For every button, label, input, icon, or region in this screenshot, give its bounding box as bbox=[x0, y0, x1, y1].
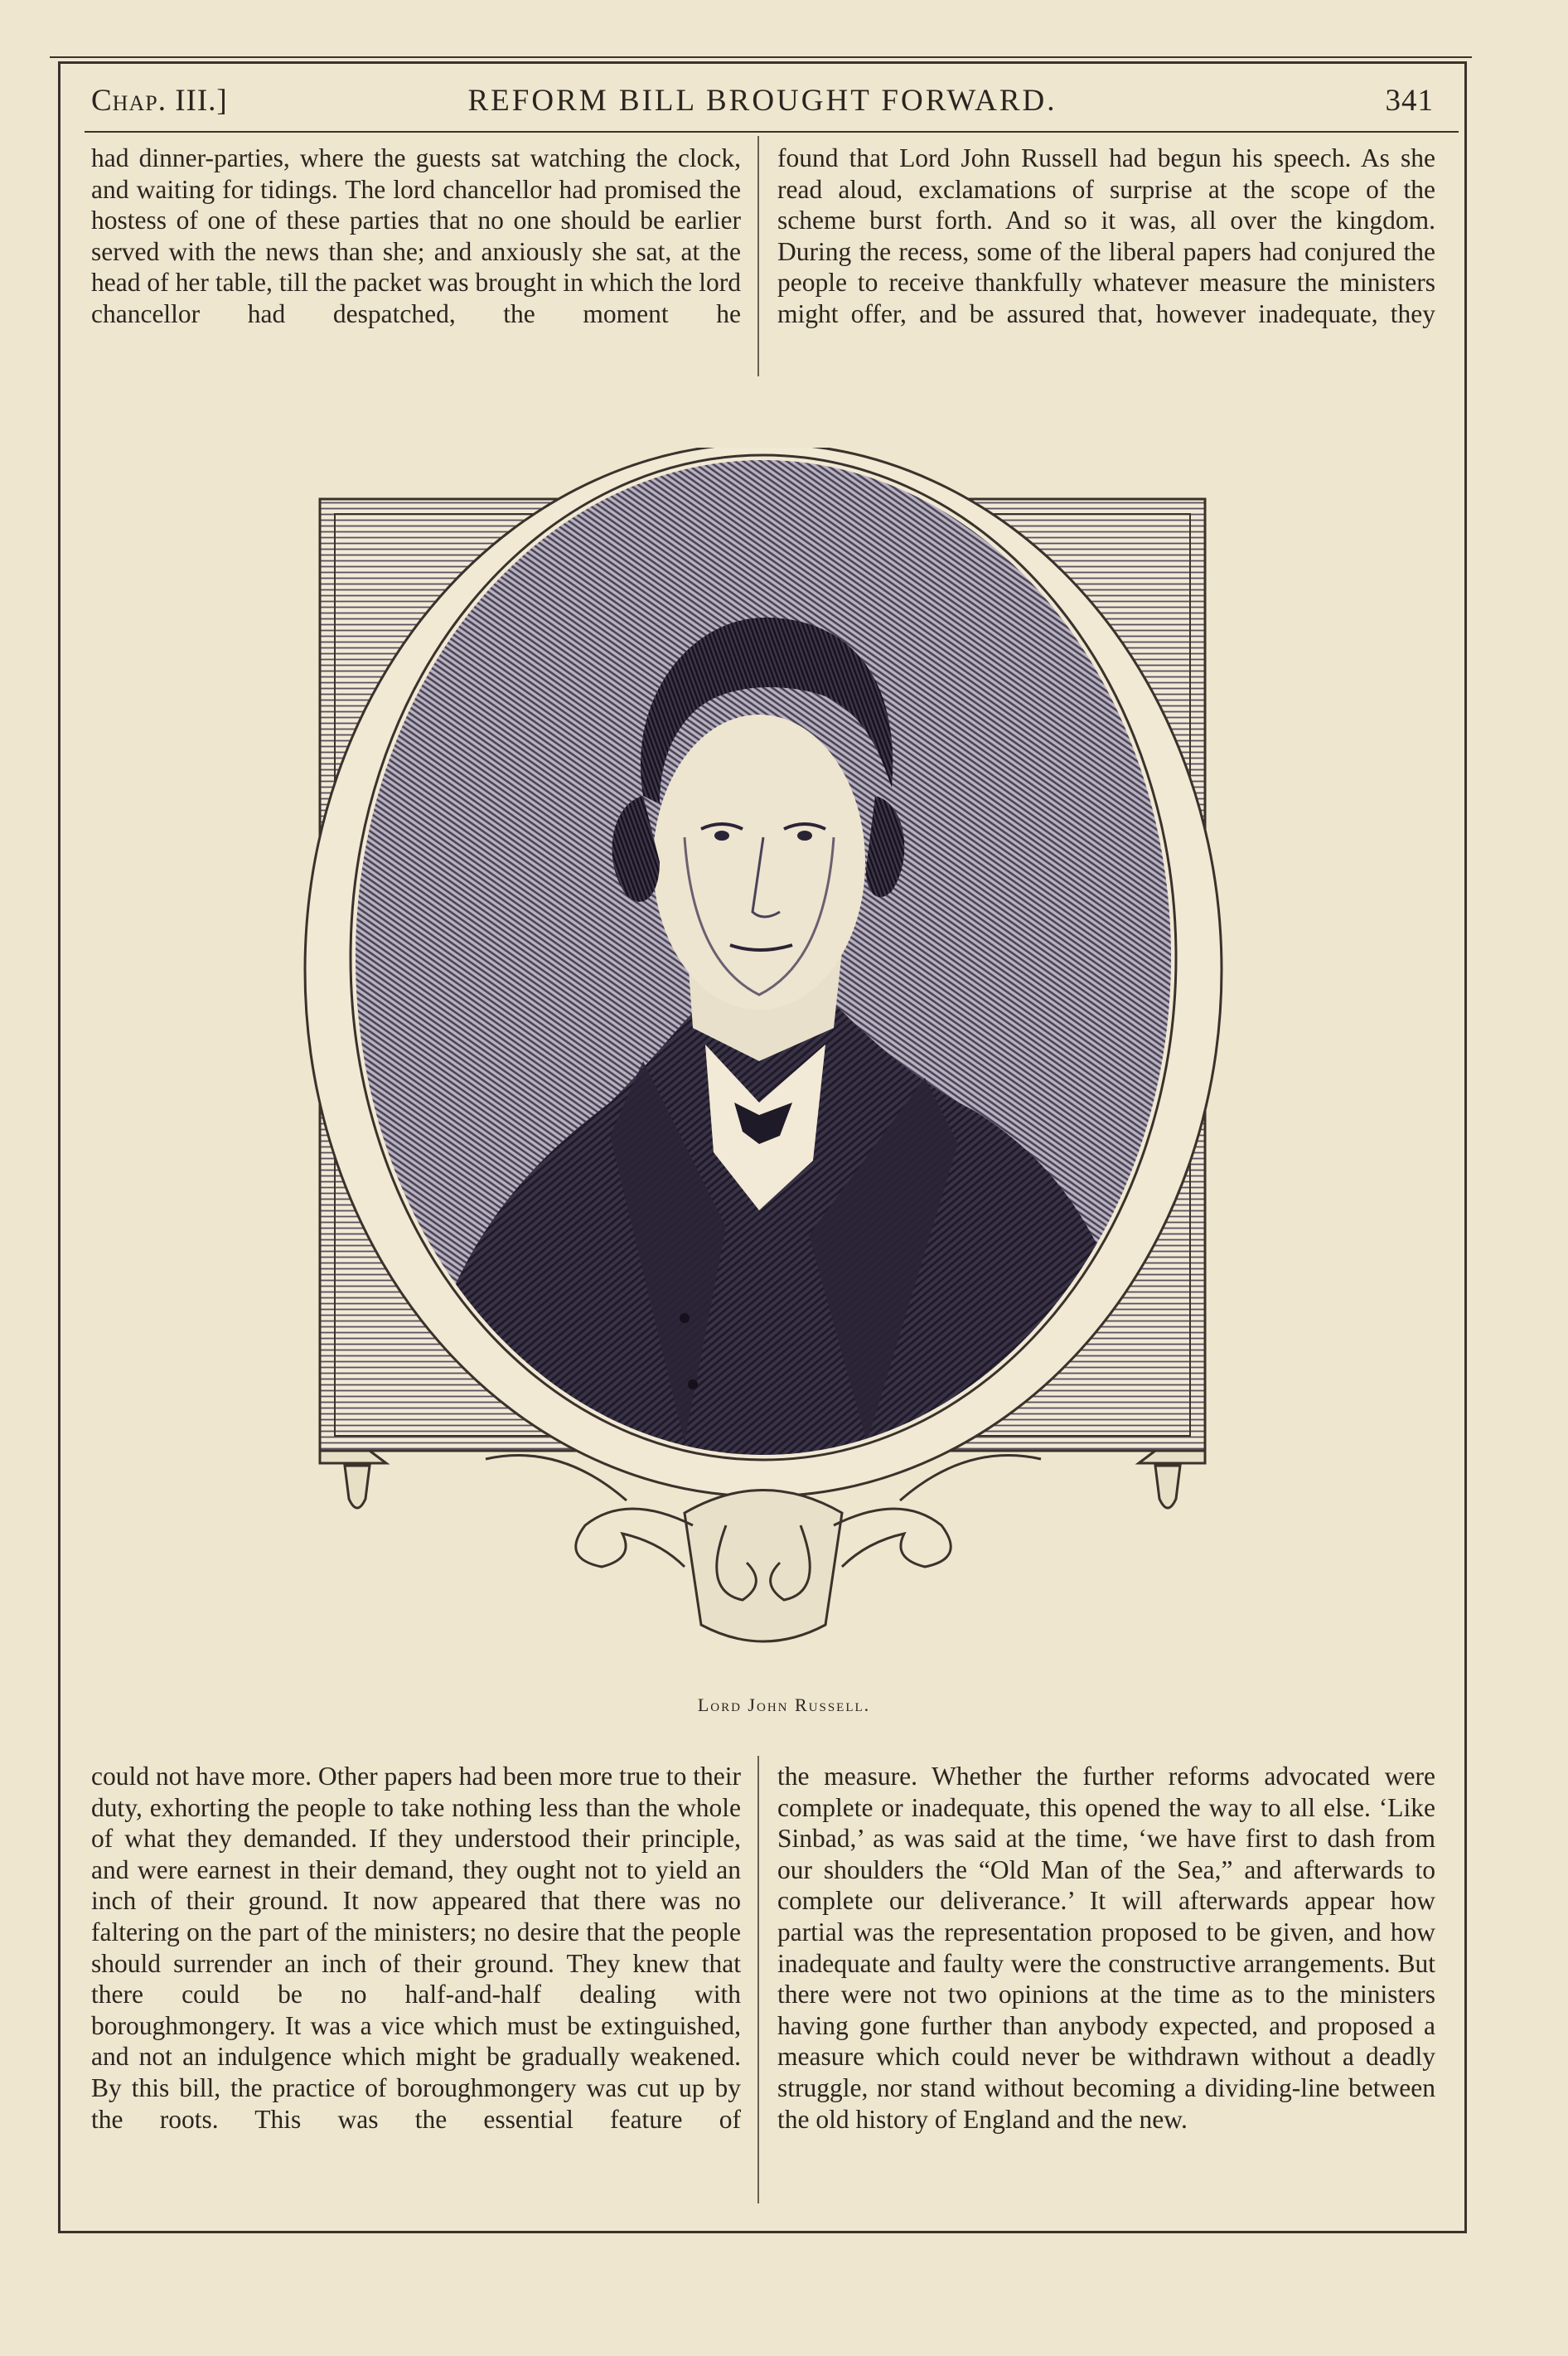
top-rule bbox=[50, 56, 1472, 58]
paragraph: had dinner-parties, where the guests sat watching the clock, and waiting for tidings. The lord chancellor had promised the hostess of one of these parties that no one should be earlier served with the news than she; and anxiously she sat, at the head of her table, till the packet was brought in which the lord chancellor had despatched, the moment he bbox=[91, 143, 741, 328]
paragraph: found that Lord John Russell had begun his speech. As she read aloud, exclamations of surprise at the scope of the scheme burst forth. And so it was, all over the kingdom. During the recess, some of the liberal papers had conjured the people to receive thankfully whatever measure the ministers might offer, and be assured that, however inadequate, they bbox=[777, 143, 1435, 328]
paragraph: could not have more. Other papers had been more true to their duty, exhorting the people to take nothing less than the whole of what they demanded. If they understood their principle, and were earnest in their demand, they ought not to yield an inch of their ground. It now appeared that there was no faltering on the part of the ministers; no desire that the people should surrender an inch of their ground. They knew that there could be no half-and-half dealing with boroughmongery. It was a vice which must be extinguished, and not an indulgence which might be gradually weakened. By this bill, the practice of boroughmongery was cut up by the roots. This was the essential feature of bbox=[91, 1762, 741, 2134]
text-column-right-top bbox=[777, 143, 1435, 330]
running-title: REFORM BILL BROUGHT FORWARD. bbox=[467, 84, 1057, 118]
text-column-left-bottom bbox=[91, 1761, 741, 2135]
paragraph: the measure. Whether the further reforms advocated were complete or inadequate, this opened the way to all else. ‘Like Sinbad,’ as was said at the time, ‘we have first to dash from our shoulders the “Old Man of the Sea,” and afterwards to complete our deliverance.’ It will afterwards appear how partial was the representation proposed to be given, and how inadequate and faulty were the constructive arrangements. But there were not two opinions at the time as to the ministers having gone further than anybody expected, and proposed a measure which could never be withdrawn without a deadly struggle, nor stand without becoming a dividing-line between the old history of England and the new. bbox=[777, 1762, 1435, 2134]
text-column-left-top bbox=[91, 143, 741, 330]
column-divider-bottom bbox=[757, 1756, 759, 2203]
portrait-plate bbox=[295, 448, 1232, 1658]
page-number: 341 bbox=[1385, 84, 1434, 118]
text-column-right-bottom bbox=[777, 1761, 1435, 2135]
chapter-label: Chap. III.] bbox=[91, 84, 228, 118]
column-divider-top bbox=[757, 136, 759, 376]
plate-caption: Lord John Russell. bbox=[697, 1694, 871, 1715]
running-header bbox=[91, 83, 1434, 126]
header-rule bbox=[85, 131, 1459, 133]
